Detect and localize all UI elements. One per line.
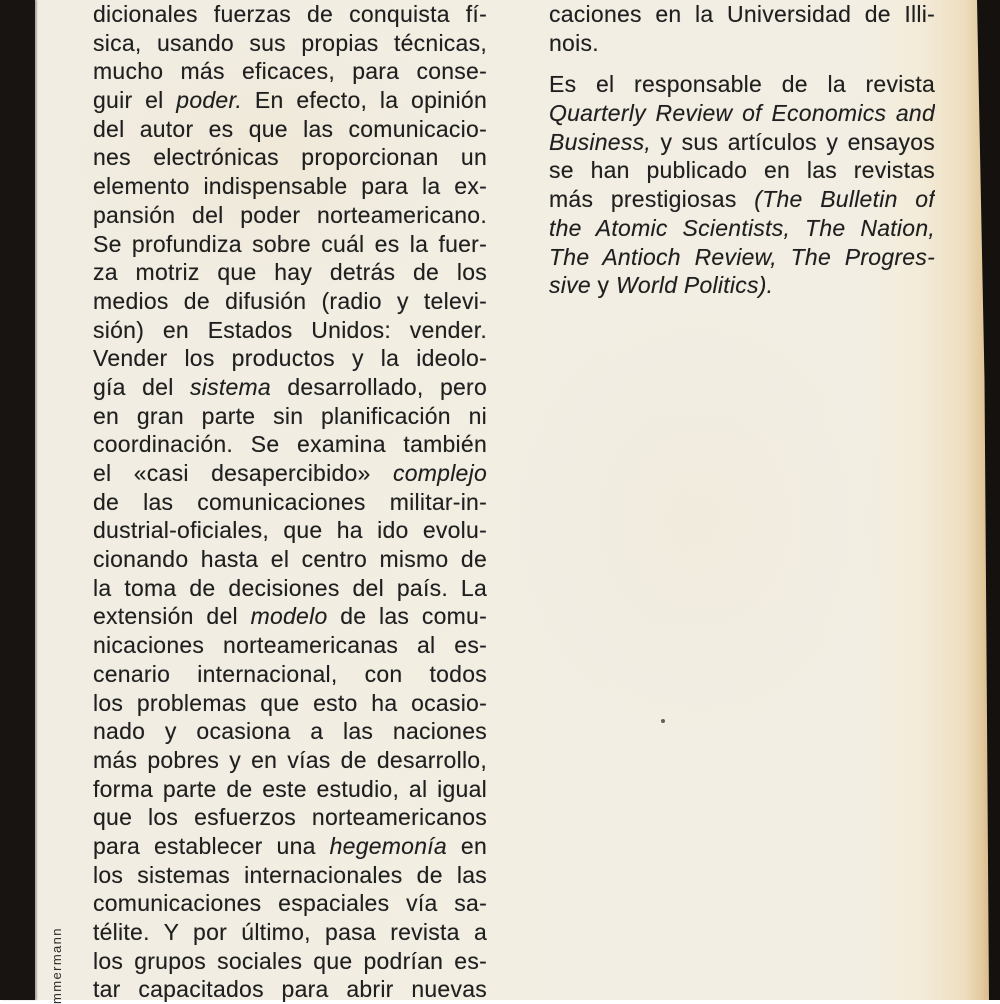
text-line: télite. Y por último, pasa revista a <box>93 918 487 947</box>
text-line: dustrial-oficiales, que ha ido evolu- <box>93 516 487 545</box>
right-text-column <box>549 0 935 300</box>
text-line: en gran parte sin planificación ni <box>93 402 487 431</box>
text-line: se han publicado en las revistas <box>549 156 935 185</box>
text-line: de las comunicaciones militar-in- <box>93 488 487 517</box>
text-line: el «casi desapercibido» complejo <box>93 459 487 488</box>
text-line: sión) en Estados Unidos: vender. <box>93 316 487 345</box>
text-line: los sistemas internacionales de las <box>93 861 487 890</box>
text-line: nes electrónicas proporcionan un <box>93 143 487 172</box>
text-line: mucho más eficaces, para conse- <box>93 57 487 86</box>
text-line: guir el poder. En efecto, la opinión <box>93 86 487 115</box>
text-line: coordinación. Se examina también <box>93 430 487 459</box>
text-line: za motriz que hay detrás de los <box>93 258 487 287</box>
text-line: Se profundiza sobre cuál es la fuer- <box>93 230 487 259</box>
text-line: The Antioch Review, The Progres- <box>549 243 935 272</box>
text-line: dicionales fuerzas de conquista fí- <box>93 0 487 29</box>
text-line: más prestigiosas (The Bulletin of <box>549 185 935 214</box>
text-line: los problemas que esto ha ocasio- <box>93 689 487 718</box>
text-line: gía del sistema desarrollado, pero <box>93 373 487 402</box>
text-line: tar capacitados para abrir nuevas <box>93 975 487 1004</box>
left-text-column <box>93 0 487 1004</box>
text-line: que los esfuerzos norteamericanos <box>93 803 487 832</box>
text-line: nois. <box>549 29 935 58</box>
text-line: Es el responsable de la revista <box>549 70 935 99</box>
text-line: sica, usando sus propias técnicas, <box>93 29 487 58</box>
text-line: pansión del poder norteamericano. <box>93 201 487 230</box>
text-line: nado y ocasiona a las naciones <box>93 717 487 746</box>
text-line: Vender los productos y la ideolo- <box>93 344 487 373</box>
dust-speck <box>661 719 665 723</box>
text-line: cenario internacional, con todos <box>93 660 487 689</box>
text-line: la toma de decisiones del país. La <box>93 574 487 603</box>
text-line: para establecer una hegemonía en <box>93 832 487 861</box>
text-line: Business, y sus artículos y ensayos <box>549 128 935 157</box>
text-line: sive y World Politics). <box>549 271 935 300</box>
text-line: los grupos sociales que podrían es- <box>93 947 487 976</box>
text-line: medios de difusión (radio y televi- <box>93 287 487 316</box>
text-line: extensión del modelo de las comu- <box>93 602 487 631</box>
text-line: forma parte de este estudio, al igual <box>93 775 487 804</box>
text-line: Quarterly Review of Economics and <box>549 99 935 128</box>
text-line: del autor es que las comunicacio- <box>93 115 487 144</box>
text-line: caciones en la Universidad de Illi- <box>549 0 935 29</box>
photo-credit-vertical-text: mmermann <box>49 927 64 1004</box>
text-line: cionando hasta el centro mismo de <box>93 545 487 574</box>
right-black-border <box>975 0 1000 1000</box>
text-line: the Atomic Scientists, The Nation, <box>549 214 935 243</box>
text-line: comunicaciones espaciales vía sa- <box>93 889 487 918</box>
text-line: nicaciones norteamericanas al es- <box>93 631 487 660</box>
left-black-border <box>0 0 35 1000</box>
text-line: más pobres y en vías de desarrollo, <box>93 746 487 775</box>
text-line: elemento indispensable para la ex- <box>93 172 487 201</box>
